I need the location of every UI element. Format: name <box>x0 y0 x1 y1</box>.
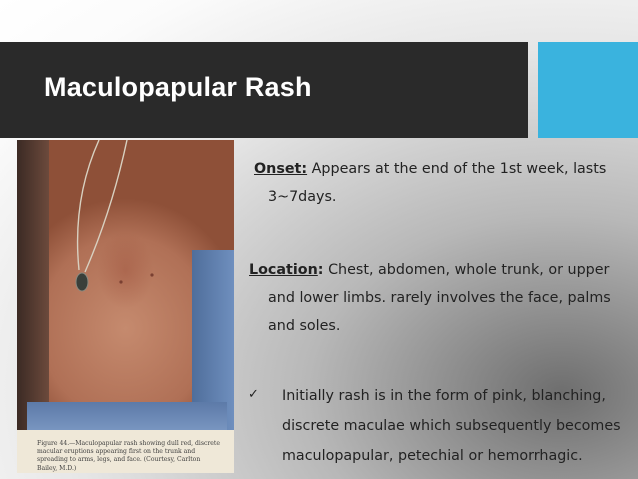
location-line-3: and soles. <box>268 318 341 334</box>
bullet-line-3: maculopapular, petechial or hemorrhagic. <box>282 448 583 464</box>
photo-caption: Figure 44.—Maculopapular rash showing dull red, discrete macular eruptions appearing first on the trunk and spreading to arms, legs, and face. (Courtesy, Carlton Bailey, M.D.) <box>37 440 220 472</box>
location-line-1 <box>249 262 609 278</box>
necklace-chain <box>17 140 234 430</box>
onset-label: Onset: <box>254 161 308 177</box>
rash-photo <box>17 140 234 473</box>
slide-title: Maculopapular Rash <box>44 72 312 102</box>
onset-text-1: Appears at the end of the 1st week, lasts <box>311 161 607 177</box>
bullet-line-1: Initially rash is in the form of pink, blanching, <box>282 388 606 404</box>
location-line-2: and lower limbs. rarely involves the face, palms <box>268 290 611 306</box>
location-colon: : <box>317 262 324 278</box>
location-label: Location <box>249 262 318 278</box>
location-text-1: Chest, abdomen, whole trunk, or upper <box>328 262 610 278</box>
check-icon: ✓ <box>248 387 259 402</box>
bullet-line-2: discrete maculae which subsequently becomes <box>282 418 621 434</box>
onset-line-1 <box>254 161 606 177</box>
accent-square <box>538 42 638 138</box>
onset-line-2: 3~7days. <box>268 189 337 205</box>
